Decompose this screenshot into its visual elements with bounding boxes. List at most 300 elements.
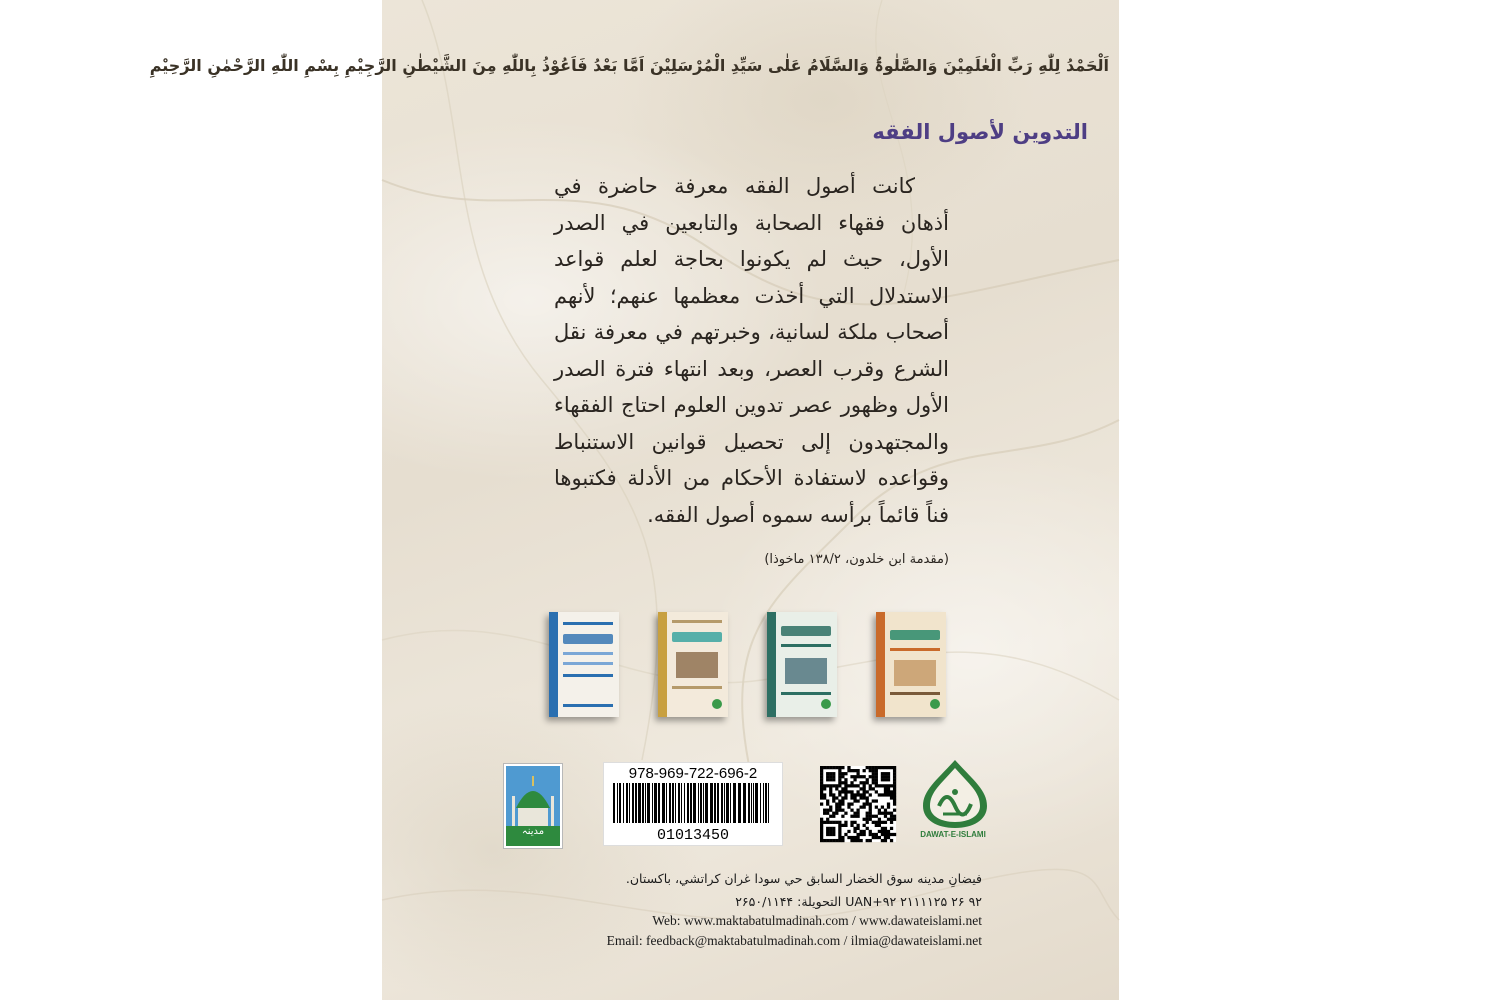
qr-module (878, 793, 881, 796)
qr-module (832, 839, 835, 842)
qr-module (860, 781, 863, 784)
qr-module (826, 830, 829, 833)
qr-module (850, 839, 853, 842)
qr-module (844, 790, 847, 793)
qr-module (853, 839, 856, 842)
qr-module (820, 818, 823, 821)
qr-module (847, 836, 850, 839)
qr-module (838, 809, 841, 812)
isbn-number: 01013450 (656, 827, 729, 844)
qr-module (844, 824, 847, 827)
footer-web: Web: www.maktabatulmadinah.com / www.dawateislami.net (652, 913, 982, 928)
qr-module (866, 821, 869, 824)
qr-module (832, 833, 835, 836)
dawat-e-islami-emblem (915, 758, 995, 830)
qr-module (893, 790, 896, 793)
qr-module (832, 827, 835, 830)
qr-module (887, 793, 890, 796)
qr-module (893, 781, 896, 784)
qr-module (826, 766, 829, 769)
qr-module (884, 784, 887, 787)
qr-module (838, 830, 841, 833)
qr-module (820, 802, 823, 805)
qr-module (835, 787, 838, 790)
qr-module (838, 775, 841, 778)
qr-module (850, 821, 853, 824)
qr-module (853, 836, 856, 839)
qr-module (850, 836, 853, 839)
qr-module (850, 793, 853, 796)
qr-module (884, 766, 887, 769)
barcode-bar (658, 783, 660, 823)
qr-module (835, 784, 838, 787)
book-cover-3 (767, 612, 837, 717)
barcode-bar (687, 783, 689, 823)
mosque-label: مدینہ (521, 826, 545, 837)
qr-module (863, 781, 866, 784)
qr-module (820, 827, 823, 830)
qr-module (875, 833, 878, 836)
qr-module (844, 833, 847, 836)
qr-module (893, 769, 896, 772)
qr-module (844, 796, 847, 799)
qr-module (847, 769, 850, 772)
qr-module (860, 793, 863, 796)
qr-module (847, 784, 850, 787)
qr-module (893, 772, 896, 775)
qr-module (893, 802, 896, 805)
qr-module (881, 839, 884, 842)
qr-module (841, 772, 844, 775)
barcode-bar (698, 783, 699, 823)
qr-module (884, 793, 887, 796)
qr-module (856, 772, 859, 775)
qr-module (823, 796, 826, 799)
qr-module (829, 793, 832, 796)
qr-module (856, 833, 859, 836)
qr-module (893, 818, 896, 821)
qr-module (850, 796, 853, 799)
qr-module (893, 775, 896, 778)
qr-module (829, 787, 832, 790)
qr-module (884, 790, 887, 793)
qr-module (863, 775, 866, 778)
qr-module (860, 806, 863, 809)
qr-module (884, 836, 887, 839)
qr-module (823, 812, 826, 815)
qr-module (863, 784, 866, 787)
footer-address: فيضانِ مدينه سوق الخضار السابق حي سودا غران كراتشي، باكستان. (625, 871, 982, 886)
qr-module (890, 818, 893, 821)
qr-module (893, 793, 896, 796)
qr-module (838, 839, 841, 842)
qr-module (881, 821, 884, 824)
qr-module (878, 824, 881, 827)
qr-module (878, 766, 881, 769)
qr-module (841, 802, 844, 805)
qr-module (826, 784, 829, 787)
qr-module (893, 787, 896, 790)
qr-module (853, 821, 856, 824)
qr-module (863, 769, 866, 772)
qr-module (820, 793, 823, 796)
qr-module (853, 830, 856, 833)
footer-phone: ۹۲ ۲۶ ۲۱۱۱۱۲۵ UAN+۹۲ التحويلة: ۲۶۵۰/۱۱۴۴ (735, 894, 982, 909)
qr-module (881, 778, 884, 781)
qr-module (823, 784, 826, 787)
qr-module (826, 821, 829, 824)
qr-module (838, 793, 841, 796)
qr-module (826, 799, 829, 802)
qr-module (856, 769, 859, 772)
qr-module (884, 839, 887, 842)
qr-module (844, 821, 847, 824)
qr-module (829, 772, 832, 775)
qr-module (872, 775, 875, 778)
qr-module (875, 778, 878, 781)
qr-module (887, 790, 890, 793)
qr-module (844, 812, 847, 815)
qr-module (835, 812, 838, 815)
qr-module (823, 793, 826, 796)
qr-module (832, 830, 835, 833)
qr-module (826, 833, 829, 836)
qr-module (866, 812, 869, 815)
qr-module (866, 796, 869, 799)
barcode-bar (753, 783, 754, 823)
qr-module (832, 793, 835, 796)
qr-module (853, 815, 856, 818)
barcode-bar (693, 783, 696, 823)
book-cover-2 (658, 612, 728, 717)
qr-module (866, 839, 869, 842)
qr-module (820, 790, 823, 793)
qr-module (856, 824, 859, 827)
qr-module (835, 809, 838, 812)
qr-module (829, 815, 832, 818)
qr-module (863, 818, 866, 821)
qr-module (835, 796, 838, 799)
qr-module (890, 821, 893, 824)
qr-module (841, 796, 844, 799)
qr-module (853, 827, 856, 830)
qr-module (863, 824, 866, 827)
qr-module (890, 815, 893, 818)
qr-module (893, 766, 896, 769)
qr-module (835, 802, 838, 805)
qr-module (847, 790, 850, 793)
qr-module (850, 775, 853, 778)
qr-module (884, 775, 887, 778)
qr-module (838, 806, 841, 809)
qr-module (853, 812, 856, 815)
qr-module (878, 818, 881, 821)
qr-module (884, 772, 887, 775)
qr-module (884, 815, 887, 818)
qr-module (856, 839, 859, 842)
qr-module (838, 827, 841, 830)
barcode-bar (672, 783, 674, 823)
book-cover-4 (876, 612, 946, 717)
qr-module (841, 824, 844, 827)
barcode-bar (662, 783, 665, 823)
qr-module (875, 766, 878, 769)
qr-module (878, 784, 881, 787)
qr-module (838, 790, 841, 793)
qr-module (820, 796, 823, 799)
qr-module (863, 787, 866, 790)
qr-module (826, 827, 829, 830)
qr-module (850, 781, 853, 784)
qr-module (835, 806, 838, 809)
qr-module (853, 796, 856, 799)
qr-module (856, 793, 859, 796)
qr-module (875, 821, 878, 824)
qr-module (841, 787, 844, 790)
qr-module (826, 818, 829, 821)
qr-module (884, 821, 887, 824)
qr-module (856, 809, 859, 812)
qr-module (832, 766, 835, 769)
qr-module (869, 793, 872, 796)
barcode-bar (642, 783, 644, 823)
barcode-bar (724, 783, 725, 823)
qr-module (820, 824, 823, 827)
qr-module (838, 799, 841, 802)
qr-module (844, 772, 847, 775)
qr-module (878, 821, 881, 824)
qr-module (823, 821, 826, 824)
qr-module (838, 769, 841, 772)
qr-module (826, 839, 829, 842)
qr-module (835, 766, 838, 769)
barcode-bar (666, 783, 667, 823)
qr-module (875, 799, 878, 802)
qr-module (856, 799, 859, 802)
body-paragraph (554, 168, 949, 533)
qr-module (884, 809, 887, 812)
qr-module (872, 772, 875, 775)
barcode-bar (669, 783, 671, 823)
qr-module (881, 812, 884, 815)
qr-module (890, 839, 893, 842)
qr-module (869, 809, 872, 812)
barcode-bar (743, 783, 746, 823)
qr-module (869, 833, 872, 836)
qr-module (850, 809, 853, 812)
qr-module (878, 812, 881, 815)
qr-module (860, 787, 863, 790)
qr-module (872, 781, 875, 784)
qr-module (841, 799, 844, 802)
qr-module (881, 784, 884, 787)
qr-module (841, 766, 844, 769)
qr-module (869, 806, 872, 809)
qr-module (860, 796, 863, 799)
qr-module (829, 766, 832, 769)
qr-module (823, 766, 826, 769)
qr-module (850, 824, 853, 827)
qr-module (832, 821, 835, 824)
barcode-bar (717, 783, 719, 823)
barcode-bars (613, 783, 773, 823)
qr-module (890, 790, 893, 793)
qr-module (853, 799, 856, 802)
qr-module (820, 784, 823, 787)
qr-module (887, 833, 890, 836)
qr-module (820, 787, 823, 790)
barcode-bar (684, 783, 685, 823)
qr-module (847, 806, 850, 809)
barcode-bar (632, 783, 634, 823)
qr-module (872, 766, 875, 769)
qr-module (863, 830, 866, 833)
qr-module (856, 836, 859, 839)
barcode-bar (730, 783, 731, 823)
qr-module (826, 809, 829, 812)
qr-module (853, 769, 856, 772)
qr-module (869, 787, 872, 790)
barcode-bar (755, 783, 758, 823)
madani-mosque-logo (504, 764, 562, 848)
book-cover-1 (549, 612, 619, 717)
qr-module (875, 781, 878, 784)
qr-module (875, 836, 878, 839)
qr-module (820, 836, 823, 839)
qr-module (869, 766, 872, 769)
qr-module (869, 775, 872, 778)
qr-module (893, 784, 896, 787)
qr-module (869, 812, 872, 815)
qr-module (878, 836, 881, 839)
qr-module (832, 815, 835, 818)
qr-module (893, 799, 896, 802)
qr-module (887, 766, 890, 769)
qr-module (890, 766, 893, 769)
qr-module (872, 799, 875, 802)
qr-module (826, 802, 829, 805)
barcode-bar (623, 783, 624, 823)
isbn-text: 978-969-722-696-2 (628, 765, 758, 782)
qr-module (829, 775, 832, 778)
qr-module (844, 784, 847, 787)
qr-module (869, 830, 872, 833)
qr-module (866, 827, 869, 830)
qr-module (866, 818, 869, 821)
qr-module (887, 778, 890, 781)
qr-module (838, 766, 841, 769)
barcode-bar (721, 783, 723, 823)
qr-module (820, 766, 823, 769)
barcode-bar (635, 783, 637, 823)
qr-module (820, 772, 823, 775)
qr-module (866, 766, 869, 769)
qr-module (829, 821, 832, 824)
qr-module (820, 778, 823, 781)
qr-module (844, 787, 847, 790)
barcode-bar (619, 783, 621, 823)
qr-module (878, 830, 881, 833)
barcode-bar (751, 783, 752, 823)
qr-module (838, 778, 841, 781)
qr-module (887, 772, 890, 775)
qr-module (856, 815, 859, 818)
qr-module (829, 806, 832, 809)
qr-module (823, 787, 826, 790)
qr-module (881, 806, 884, 809)
qr-module (841, 836, 844, 839)
qr-module (881, 830, 884, 833)
qr-module (869, 818, 872, 821)
qr-module (829, 830, 832, 833)
qr-module (893, 815, 896, 818)
qr-module (853, 784, 856, 787)
qr-module (829, 827, 832, 830)
qr-module (884, 812, 887, 815)
qr-module (881, 775, 884, 778)
barcode-bar (726, 783, 729, 823)
qr-module (869, 815, 872, 818)
qr-module (863, 793, 866, 796)
qr-module (847, 766, 850, 769)
qr-module (853, 793, 856, 796)
barcode-bar (613, 783, 615, 823)
qr-module (832, 778, 835, 781)
qr-module (847, 830, 850, 833)
qr-module (853, 775, 856, 778)
qr-module (841, 775, 844, 778)
qr-module (826, 812, 829, 815)
qr-module (860, 839, 863, 842)
barcode-bar (675, 783, 676, 823)
qr-module (878, 809, 881, 812)
qr-module (893, 809, 896, 812)
qr-module (856, 775, 859, 778)
qr-module (875, 772, 878, 775)
qr-module (890, 796, 893, 799)
qr-module (860, 833, 863, 836)
qr-module (850, 769, 853, 772)
qr-module (838, 833, 841, 836)
qr-module (881, 793, 884, 796)
qr-module (884, 827, 887, 830)
qr-module (881, 827, 884, 830)
barcode-bar (654, 783, 657, 823)
qr-module (893, 796, 896, 799)
qr-module (820, 821, 823, 824)
qr-module (841, 790, 844, 793)
qr-module (869, 769, 872, 772)
barcode-bar (710, 783, 713, 823)
qr-module (860, 775, 863, 778)
qr-module (823, 809, 826, 812)
section-title: التدوين لأصول الفقه (872, 120, 1088, 144)
qr-module (881, 772, 884, 775)
qr-module (820, 833, 823, 836)
qr-module (844, 781, 847, 784)
barcode-bar (652, 783, 653, 823)
barcode-bar (768, 783, 769, 823)
qr-module (866, 799, 869, 802)
qr-module (850, 784, 853, 787)
qr-module (890, 833, 893, 836)
qr-module (893, 833, 896, 836)
qr-module (884, 778, 887, 781)
qr-module (829, 784, 832, 787)
qr-module (887, 787, 890, 790)
qr-module (869, 784, 872, 787)
qr-module (881, 766, 884, 769)
